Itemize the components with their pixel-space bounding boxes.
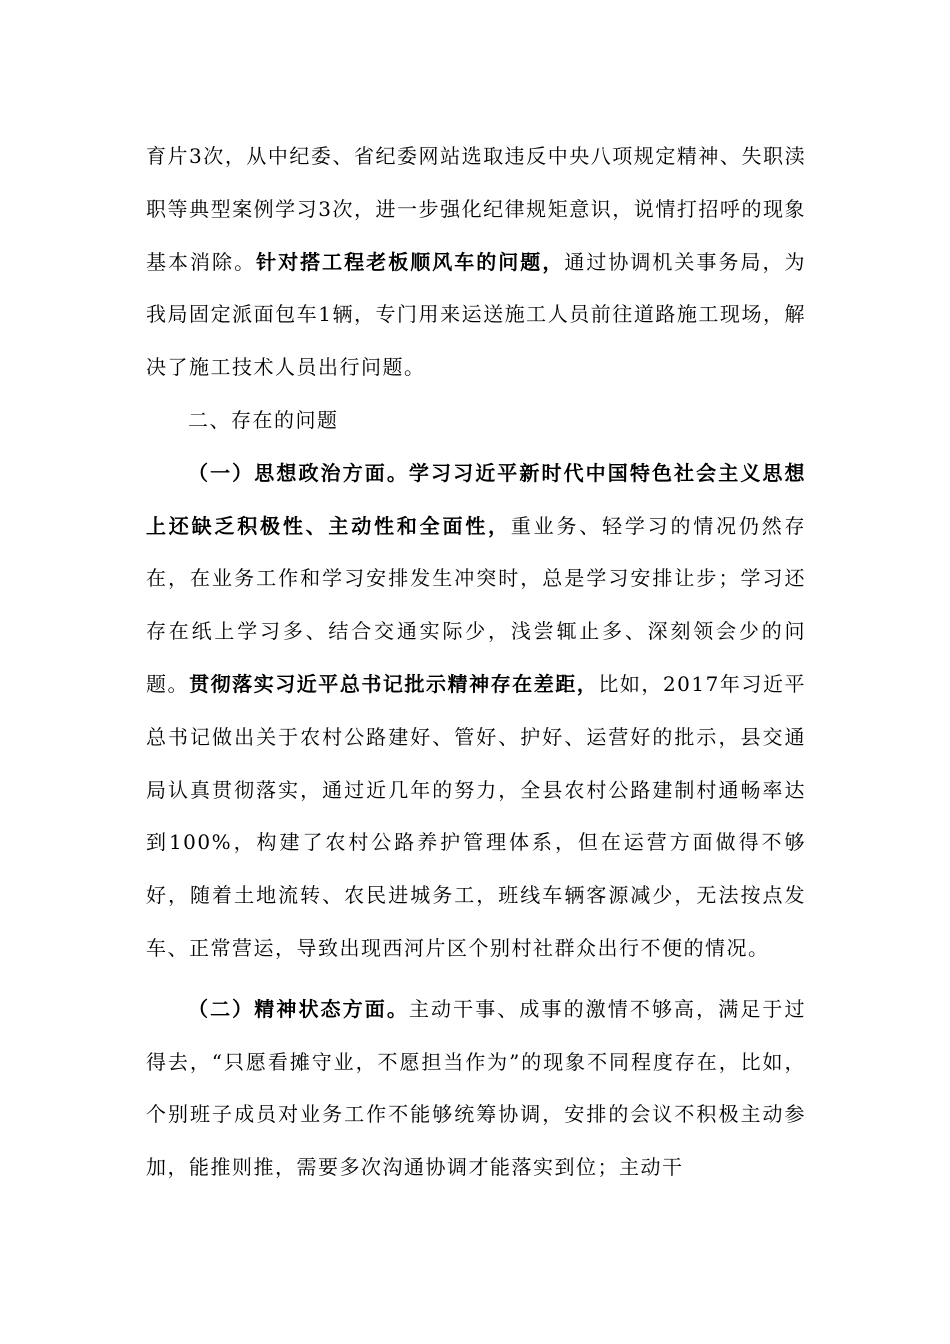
paragraph-2-text-a: 重业务、轻学习的情况仍然存在，在业务工作和学习安排发生冲突时，总是学习安排让步；学习还存在纸上学习多、结合交通实际少，浅尝辄止多、深刻领会少的问题。 xyxy=(146,513,807,696)
paragraph-2-text-b: 比如，2017年习近平总书记做出关于农村公路建好、管好、护好、运营好的批示，县交通局认真贯彻落实，通过近几年的努力，全县农村公路建制村通畅率达到100%，构建了农村公路养护管理体系，但在运营方面做得不够好，随着土地流转、农民进城务工，班线车辆客源减少，无法按点发车、正常营运，导致出现西河片区个别村社群众出行不便的情况。 xyxy=(146,671,806,960)
paragraph-1-bold-a: 针对搭工程老板顺风车的问题， xyxy=(256,249,565,274)
paragraph-1 xyxy=(146,130,806,394)
paragraph-1-text-b: 通过协调机关事务局，为我局固定派面包车1辆，专门用来运送施工人员前往道路施工现场，解决了施工技术人员出行问题。 xyxy=(146,249,807,380)
paragraph-2-bold-b: 贯彻落实习近平总书记批示精神存在差距， xyxy=(189,671,599,696)
paragraph-2-bold-a: （一）思想政治方面。学习习近平新时代中国特色社会主义思想上还缺乏积极性、主动性和全面性， xyxy=(146,460,806,538)
paragraph-1-text-a: 育片3次，从中纪委、省纪委网站选取违反中央八项规定精神、失职渎职等典型案例学习3次，进一步强化纪律规矩意识，说情打招呼的现象基本消除。 xyxy=(146,144,806,274)
paragraph-3-bold-a: （二）精神状态方面。 xyxy=(188,996,409,1021)
paragraph-3 xyxy=(146,983,806,1194)
paragraph-2 xyxy=(146,447,806,975)
section-heading-problems: 二、存在的问题 xyxy=(188,407,339,432)
document-page xyxy=(146,130,806,1194)
paragraph-3-text-a: 主动干事、成事的激情不够高，满足于过得去，“只愿看摊守业，不愿担当作为”的现象不同程度存在，比如，个别班子成员对业务工作不能够统筹协调，安排的会议不积极主动参加，能推则推，需要多次沟通协调才能落实到位；主动干 xyxy=(146,996,807,1180)
